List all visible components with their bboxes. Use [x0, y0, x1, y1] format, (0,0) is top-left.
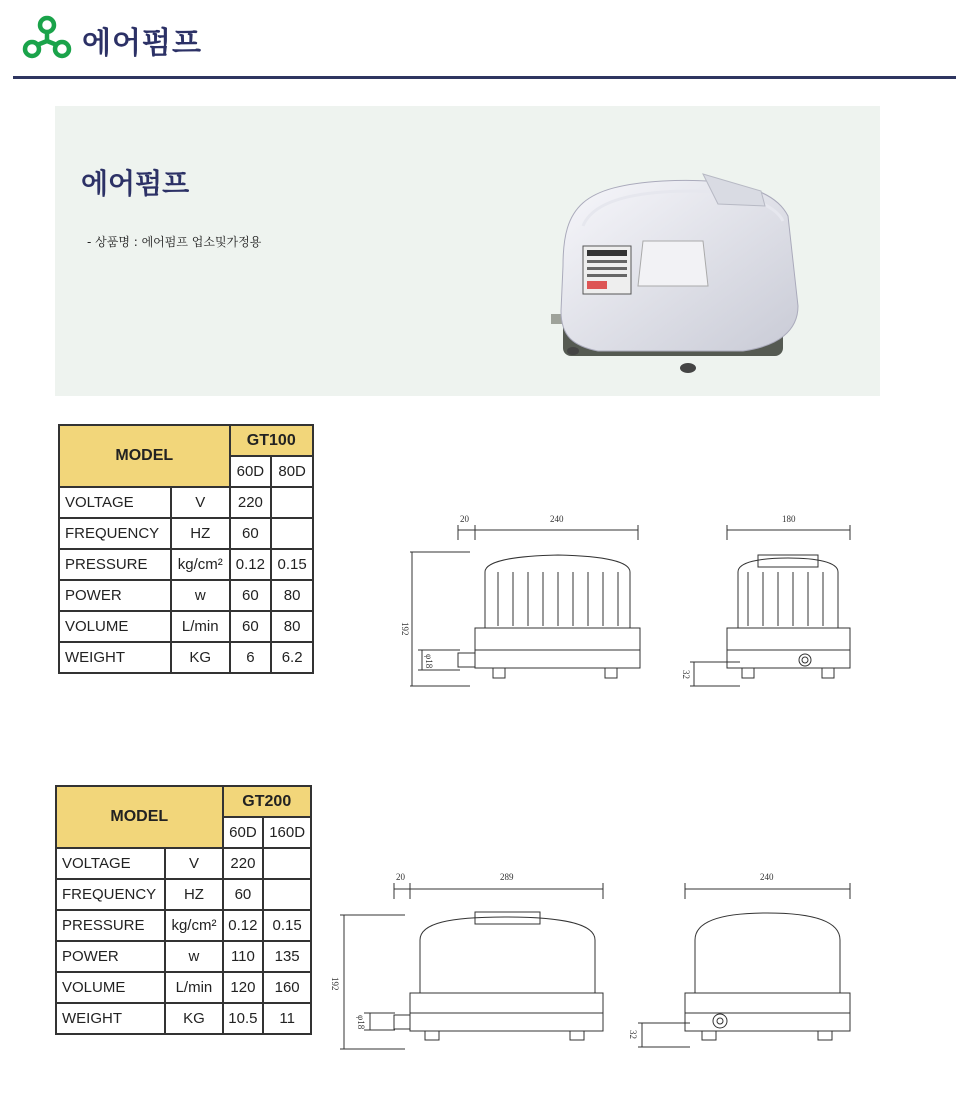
variant-header: 60D	[230, 456, 272, 487]
row-value: 220	[230, 487, 272, 518]
model-header: MODEL	[56, 786, 223, 848]
row-label: POWER	[59, 580, 171, 611]
row-unit: V	[171, 487, 230, 518]
row-unit: w	[171, 580, 230, 611]
row-value	[271, 487, 313, 518]
dim-length: 289	[500, 872, 514, 882]
table-row	[56, 848, 311, 879]
row-label: FREQUENCY	[59, 518, 171, 549]
row-value: 80	[271, 611, 313, 642]
row-label: VOLTAGE	[59, 487, 171, 518]
row-value: 220	[223, 848, 264, 879]
variant-header: 60D	[223, 817, 264, 848]
row-value: 110	[223, 941, 264, 972]
row-unit: HZ	[165, 879, 222, 910]
table-row	[59, 518, 313, 549]
table-row	[59, 580, 313, 611]
row-value: 60	[230, 518, 272, 549]
dim-length: 240	[550, 514, 564, 524]
dim-height: 192	[400, 622, 410, 636]
dim-offset: 20	[396, 872, 405, 882]
dim-width: 240	[760, 872, 774, 882]
dim-foot: 32	[628, 1030, 638, 1039]
gt200-dimension-drawing	[320, 865, 880, 1065]
row-label: VOLUME	[56, 972, 165, 1003]
three-circle-logo-icon	[22, 14, 72, 60]
row-value: 6.2	[271, 642, 313, 673]
row-label: VOLUME	[59, 611, 171, 642]
row-value: 10.5	[223, 1003, 264, 1034]
row-value: 11	[263, 1003, 311, 1034]
row-unit: L/min	[171, 611, 230, 642]
variant-header: 160D	[263, 817, 311, 848]
table-row	[59, 611, 313, 642]
dim-offset: 20	[460, 514, 469, 524]
row-value: 120	[223, 972, 264, 1003]
table-row	[56, 879, 311, 910]
dim-height: 192	[330, 977, 340, 991]
table-row	[56, 1003, 311, 1034]
table-row	[56, 910, 311, 941]
table-row	[56, 941, 311, 972]
row-unit: kg/cm²	[171, 549, 230, 580]
page-title: 에어펌프	[82, 26, 202, 61]
table-row	[59, 642, 313, 673]
row-unit: V	[165, 848, 222, 879]
row-value: 0.15	[271, 549, 313, 580]
row-unit: KG	[165, 1003, 222, 1034]
row-label: FREQUENCY	[56, 879, 165, 910]
row-value	[263, 848, 311, 879]
row-unit: w	[165, 941, 222, 972]
gt100-dimension-drawing	[380, 500, 880, 710]
row-value: 6	[230, 642, 272, 673]
row-value: 160	[263, 972, 311, 1003]
row-value: 135	[263, 941, 311, 972]
row-unit: L/min	[165, 972, 222, 1003]
row-unit: kg/cm²	[165, 910, 222, 941]
row-value: 0.15	[263, 910, 311, 941]
row-value: 60	[230, 611, 272, 642]
row-value	[271, 518, 313, 549]
spec-table-gt100	[58, 424, 314, 674]
row-value: 0.12	[223, 910, 264, 941]
air-pump-photo	[543, 146, 803, 376]
row-unit: KG	[171, 642, 230, 673]
row-value: 60	[230, 580, 272, 611]
row-unit: HZ	[171, 518, 230, 549]
table-row	[59, 549, 313, 580]
row-label: POWER	[56, 941, 165, 972]
row-label: WEIGHT	[56, 1003, 165, 1034]
row-label: VOLTAGE	[56, 848, 165, 879]
model-header: MODEL	[59, 425, 230, 487]
row-label: PRESSURE	[59, 549, 171, 580]
product-title: 에어펌프	[81, 167, 190, 200]
series-header: GT200	[223, 786, 311, 817]
table-row	[59, 487, 313, 518]
dim-foot: 32	[681, 670, 691, 679]
table-row	[56, 972, 311, 1003]
row-label: WEIGHT	[59, 642, 171, 673]
page-header	[0, 0, 973, 80]
row-value	[263, 879, 311, 910]
dim-outlet: φ18	[356, 1015, 366, 1030]
row-value: 0.12	[230, 549, 272, 580]
variant-header: 80D	[271, 456, 313, 487]
row-value: 80	[271, 580, 313, 611]
row-value: 60	[223, 879, 264, 910]
dim-width: 180	[782, 514, 796, 524]
product-hero	[55, 106, 880, 396]
product-description: - 상품명 : 에어펌프 업소및가정용	[87, 235, 262, 249]
header-divider	[13, 76, 956, 79]
row-label: PRESSURE	[56, 910, 165, 941]
series-header: GT100	[230, 425, 313, 456]
spec-table-gt200	[55, 785, 312, 1035]
dim-outlet: φ18	[424, 654, 434, 669]
